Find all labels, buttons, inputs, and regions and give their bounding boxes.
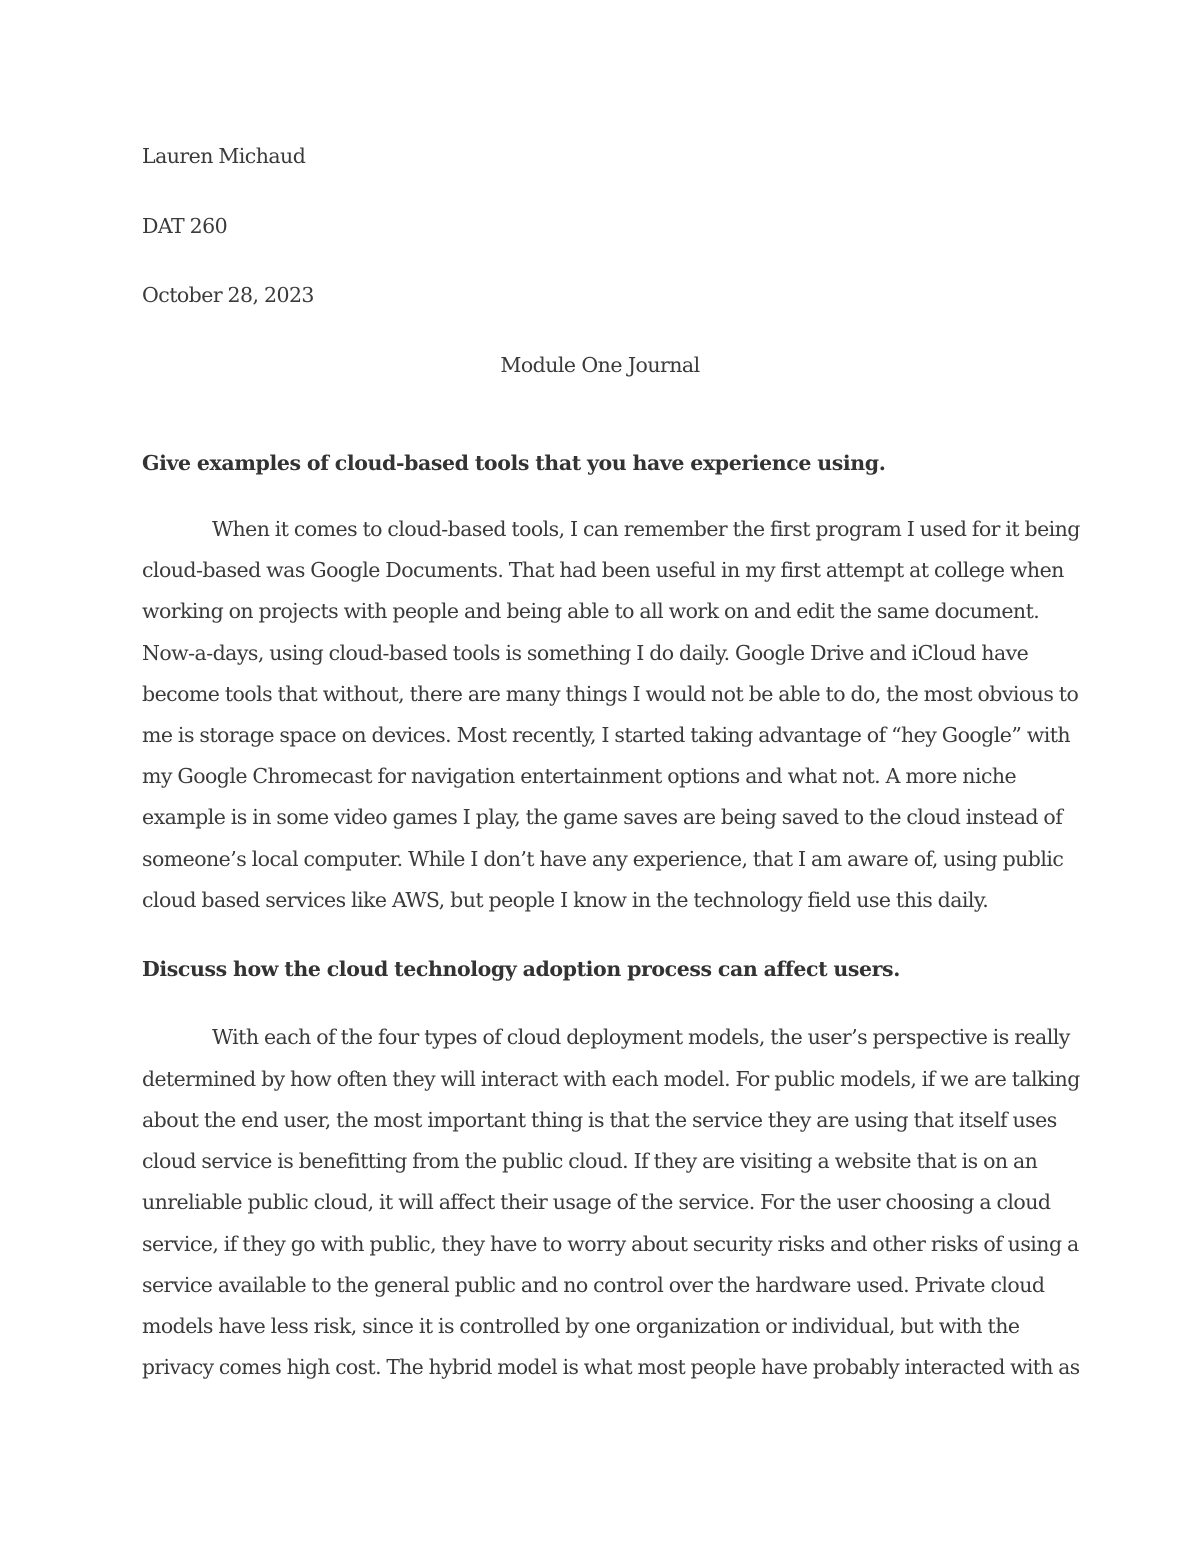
paragraph-line: service available to the general public and no control over the hardware used. Private cloud: [142, 1273, 1045, 1297]
paragraph-line: someone’s local computer. While I don’t have any experience, that I am aware of, using public: [142, 847, 1064, 871]
paragraph-line: unreliable public cloud, it will affect their usage of the service. For the user choosing a cloud: [142, 1190, 1051, 1214]
document-title: Module One Journal: [500, 353, 700, 377]
paragraph-line: models have less risk, since it is controlled by one organization or individual, but with the: [142, 1314, 1020, 1338]
paragraph-line: determined by how often they will interact with each model. For public models, if we are talking: [142, 1067, 1080, 1091]
paragraph-line: example is in some video games I play, the game saves are being saved to the cloud instead of: [142, 805, 1063, 829]
paragraph-line: working on projects with people and being able to all work on and edit the same document.: [142, 599, 1040, 623]
section-heading: Discuss how the cloud technology adoption process can affect users.: [142, 957, 900, 981]
paragraph-line: my Google Chromecast for navigation entertainment options and what not. A more niche: [142, 764, 1017, 788]
document-date: October 28, 2023: [142, 283, 314, 307]
paragraph-line: With each of the four types of cloud deployment models, the user’s perspective is really: [212, 1025, 1070, 1049]
author-name: Lauren Michaud: [142, 144, 306, 168]
paragraph-line: become tools that without, there are many things I would not be able to do, the most obvious to: [142, 682, 1079, 706]
paragraph-line: cloud-based was Google Documents. That had been useful in my first attempt at college when: [142, 558, 1064, 582]
paragraph-line: privacy comes high cost. The hybrid model is what most people have probably interacted with as: [142, 1355, 1080, 1379]
section-heading: Give examples of cloud-based tools that you have experience using.: [142, 451, 886, 475]
paragraph-line: When it comes to cloud-based tools, I can remember the first program I used for it being: [212, 517, 1080, 541]
paragraph-line: about the end user, the most important thing is that the service they are using that itself uses: [142, 1108, 1057, 1132]
paragraph-line: Now-a-days, using cloud-based tools is something I do daily. Google Drive and iCloud have: [142, 641, 1029, 665]
course-code: DAT 260: [142, 214, 228, 238]
paragraph-line: me is storage space on devices. Most recently, I started taking advantage of “hey Google” with: [142, 723, 1071, 747]
paragraph-line: service, if they go with public, they have to worry about security risks and other risks of using a: [142, 1232, 1079, 1256]
paragraph-line: cloud service is benefitting from the public cloud. If they are visiting a website that is on an: [142, 1149, 1038, 1173]
paragraph-line: cloud based services like AWS, but people I know in the technology field use this daily.: [142, 888, 989, 912]
